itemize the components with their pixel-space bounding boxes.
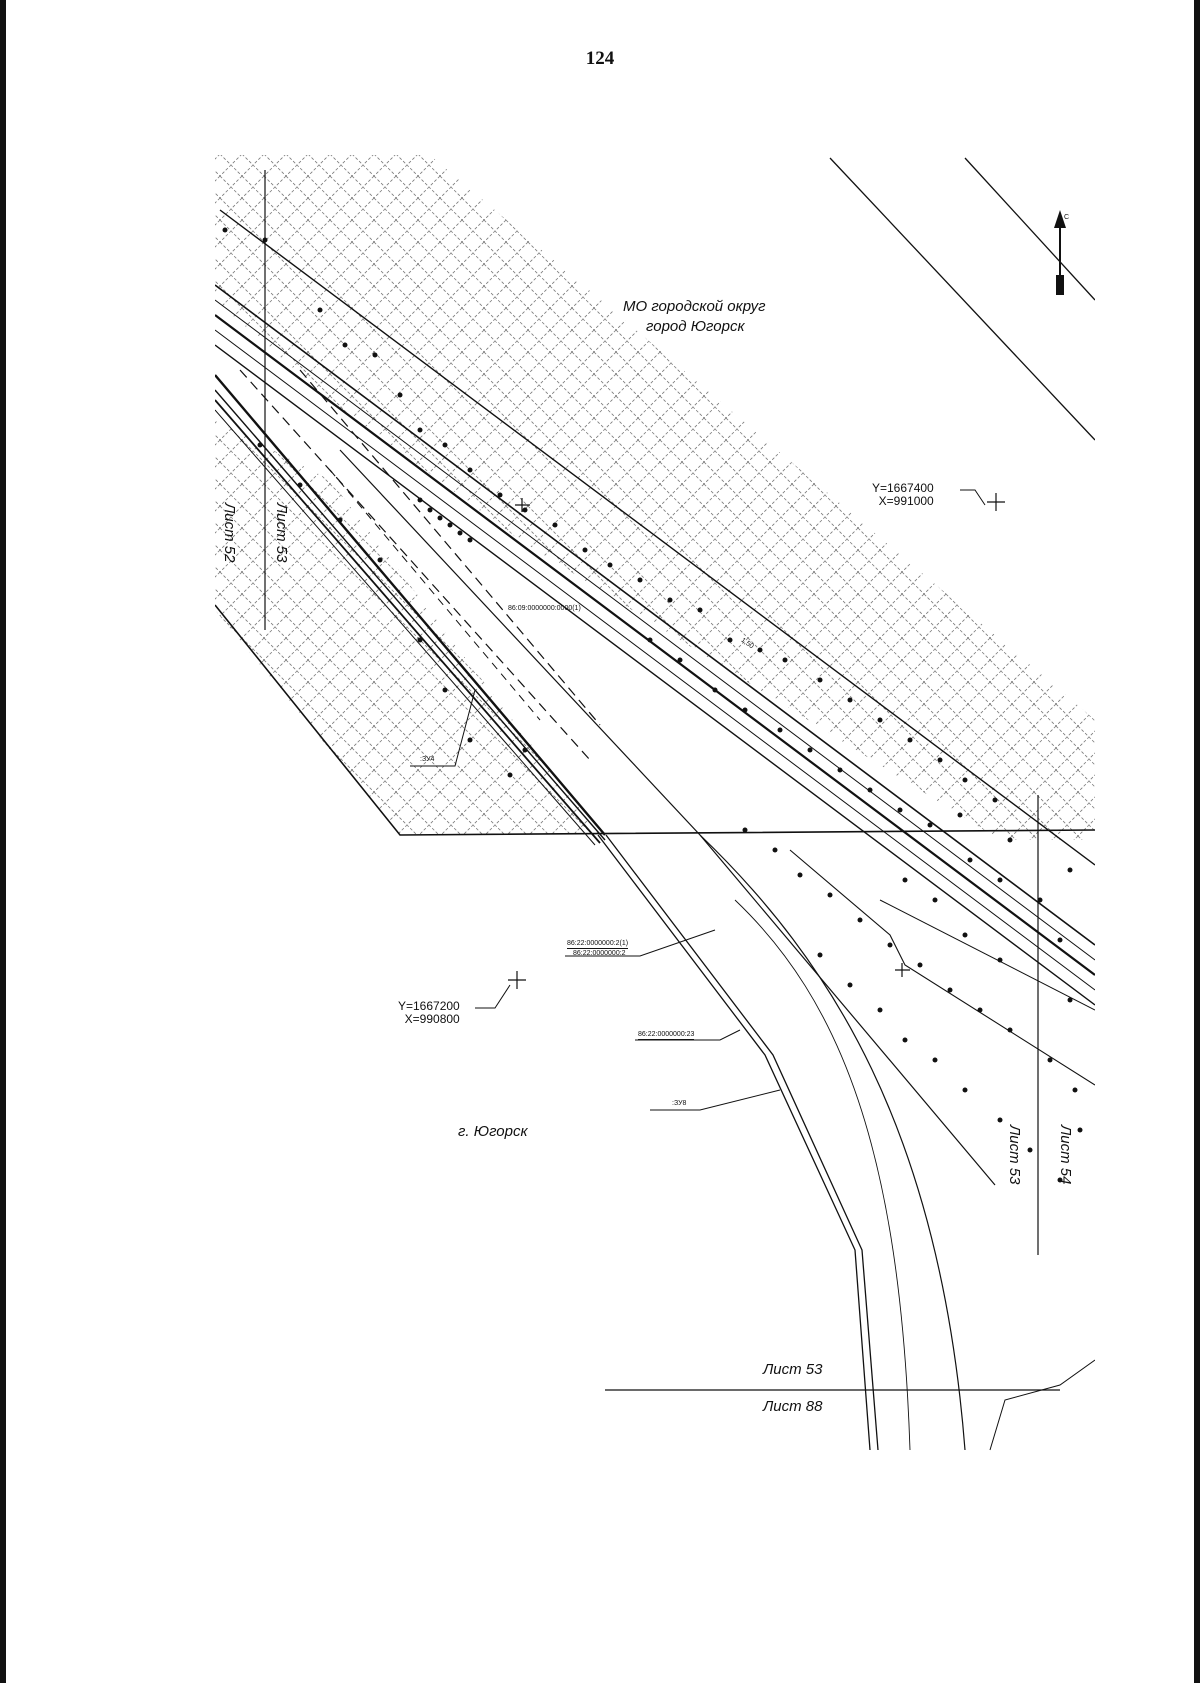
zu-label-right: :ЗУ8 xyxy=(672,1100,687,1107)
municipality-label-line1: МО городской округ xyxy=(623,298,766,315)
zu-label-left: :ЗУ4 xyxy=(420,756,435,763)
sheet-label-left-outer: Лист 52 xyxy=(221,503,238,563)
page-number: 124 xyxy=(585,48,615,69)
north-arrow-label: С xyxy=(1064,214,1070,221)
zone-line-right-1 xyxy=(700,835,995,1185)
road-edge-left xyxy=(598,835,870,1450)
leader-zu-right xyxy=(650,1090,780,1110)
coordinate-x-2: X=990800 xyxy=(404,1012,460,1026)
coordinate-y-1: Y=1667400 xyxy=(872,481,934,495)
leader-coord-1 xyxy=(960,490,985,505)
sheet-label-right-outer: Лист 54 xyxy=(1057,1125,1074,1185)
municipality-label-line2: город Югорск xyxy=(646,318,745,335)
dimension-label: 1,50 xyxy=(739,636,755,651)
parcel-label-1: 86:09:0000000:0000(1) xyxy=(508,605,581,612)
road-edge-right xyxy=(700,835,965,1450)
coordinate-x-1: X=991000 xyxy=(878,494,934,508)
sheet-label-bottom-bottom: Лист 88 xyxy=(763,1398,823,1415)
leader-coord-2 xyxy=(475,985,510,1008)
coord-marker-4 xyxy=(895,963,910,977)
coordinate-block-1 xyxy=(872,482,934,508)
coordinate-block-2 xyxy=(398,1000,460,1026)
coord-marker-1 xyxy=(987,493,1005,511)
city-label: г. Югорск xyxy=(458,1123,528,1140)
zone-line-right-3 xyxy=(880,900,1095,1010)
road-edge-left-2 xyxy=(606,835,878,1450)
parcel-label-2-bottom: 86:22:0000000:2 xyxy=(573,950,626,957)
zone-line-right-2 xyxy=(790,850,1095,1085)
sheet-label-right-inner: Лист 53 xyxy=(1006,1125,1023,1185)
branch-line xyxy=(990,1360,1095,1450)
road-edge-right-2 xyxy=(735,900,910,1450)
parcel-label-3: 86:22:0000000:23 xyxy=(638,1031,695,1038)
upper-right-line-1 xyxy=(830,158,1095,440)
coord-marker-2 xyxy=(508,971,526,989)
coordinate-y-2: Y=1667200 xyxy=(398,999,460,1013)
upper-right-line-2 xyxy=(965,158,1095,300)
sheet-label-bottom-top: Лист 53 xyxy=(763,1361,823,1378)
north-arrow-icon xyxy=(1054,210,1066,295)
parcel-label-2-top: 86:22:0000000:2(1) xyxy=(567,940,629,947)
sheet-label-left-inner: Лист 53 xyxy=(273,503,290,563)
